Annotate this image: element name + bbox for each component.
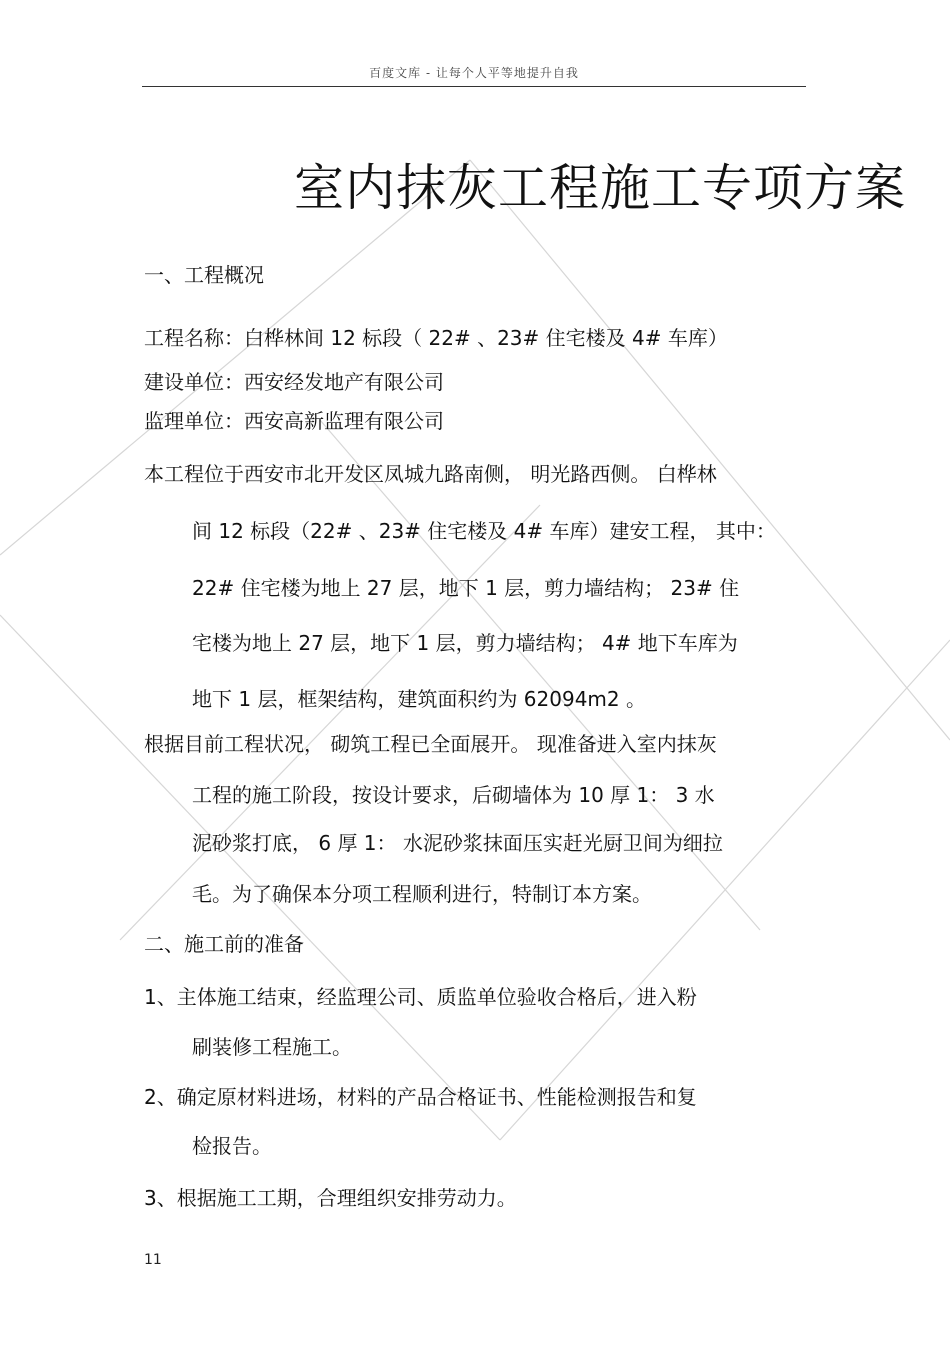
page-number: 11 bbox=[144, 1252, 162, 1268]
paragraph-line: 泥砂浆打底， 6 厚 1： 水泥砂浆抹面压实赶光厨卫间为细拉 bbox=[192, 831, 723, 855]
section-heading-preparation: 二、施工前的准备 bbox=[144, 932, 304, 956]
document-title: 室内抹灰工程施工专项方案 bbox=[294, 159, 906, 217]
paragraph-line: 宅楼为地上 27 层，地下 1 层，剪力墙结构； 4# 地下车库为 bbox=[192, 631, 738, 655]
page-header: 百度文库 - 让每个人平等地提升自我 bbox=[369, 66, 579, 80]
paragraph-line: 根据目前工程状况， 砌筑工程已全面展开。 现准备进入室内抹灰 bbox=[144, 732, 717, 756]
list-item-continuation: 检报告。 bbox=[192, 1134, 272, 1158]
paragraph-line: 22# 住宅楼为地上 27 层，地下 1 层，剪力墙结构； 23# 住 bbox=[192, 576, 740, 600]
header-rule bbox=[142, 86, 806, 87]
paragraph-line: 工程的施工阶段，按设计要求，后砌墙体为 10 厚 1： 3 水 bbox=[192, 783, 715, 807]
list-item: 1、主体施工结束，经监理公司、质监单位验收合格后，进入粉 bbox=[144, 985, 697, 1009]
list-item-continuation: 刷装修工程施工。 bbox=[192, 1035, 352, 1059]
paragraph-line: 本工程位于西安市北开发区凤城九路南侧， 明光路西侧。 白桦林 bbox=[144, 462, 717, 486]
paragraph-line: 毛。为了确保本分项工程顺利进行，特制订本方案。 bbox=[192, 882, 652, 906]
section-heading-overview: 一、工程概况 bbox=[144, 263, 264, 287]
supervision-unit-line: 监理单位：西安高新监理有限公司 bbox=[144, 409, 444, 433]
project-name-line: 工程名称：白桦林间 12 标段（ 22# 、23# 住宅楼及 4# 车库） bbox=[144, 326, 728, 350]
paragraph-line: 间 12 标段（22# 、23# 住宅楼及 4# 车库）建安工程， 其中： bbox=[192, 519, 776, 543]
owner-unit-line: 建设单位：西安经发地产有限公司 bbox=[144, 370, 444, 394]
list-item: 3、根据施工工期，合理组织安排劳动力。 bbox=[144, 1186, 517, 1210]
paragraph-line: 地下 1 层，框架结构，建筑面积约为 62094m2 。 bbox=[192, 687, 646, 711]
list-item: 2、确定原材料进场，材料的产品合格证书、性能检测报告和复 bbox=[144, 1085, 697, 1109]
